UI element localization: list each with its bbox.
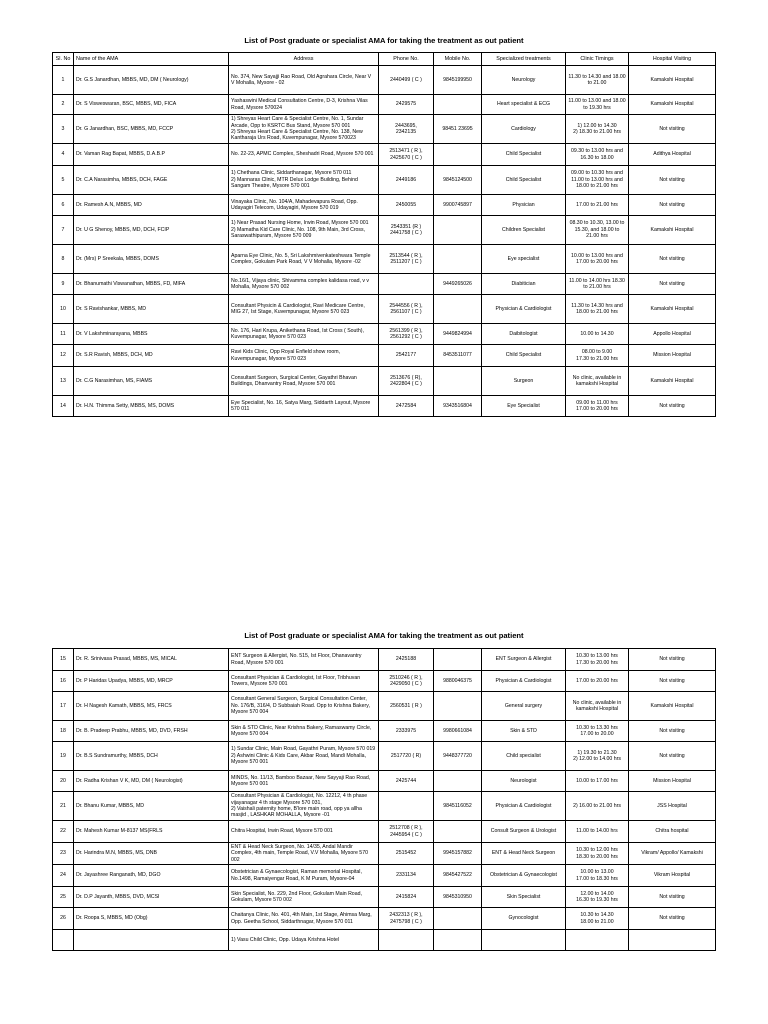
table-row — [53, 324, 716, 345]
cell-mobile — [434, 930, 482, 951]
cell-address: Consultant General Surgeon, Surgical Consultation Center, No. 176/B, 316/4, D Subbaiah Road. Opp to Krishna Bakery, Mysore 570 004 — [229, 692, 379, 721]
cell-treatment: Daibitologist — [482, 324, 566, 345]
cell-name: Dr. Jayashree Ranganath, MD, DGO — [74, 865, 229, 887]
cell-sl-no: 22 — [53, 821, 74, 843]
table-row — [53, 792, 716, 821]
cell-name: Dr. Roopa S, MBBS, MD (Obg) — [74, 908, 229, 930]
cell-sl-no: 10 — [53, 295, 74, 324]
table-row — [53, 721, 716, 742]
cell-name: Dr. P Haridas Upadya, MBBS, MD, MRCP — [74, 671, 229, 692]
table-row — [53, 66, 716, 95]
cell-hospital: Appollo Hospital — [629, 324, 716, 345]
cell-address: 1) Vasu Child Clinic, Opp. Udaya Krishna Hotel — [229, 930, 379, 951]
cell-name: Dr. Bhanumathi Viswanathan, MBBS, FD, MIFA — [74, 274, 229, 295]
cell-sl-no — [53, 930, 74, 951]
table-row — [53, 771, 716, 792]
table-row — [53, 115, 716, 144]
header-sl-no: Sl. No — [53, 53, 74, 66]
table-row — [53, 649, 716, 671]
cell-name: Dr. Mahesh Kumar M-8137 MS(FRLS — [74, 821, 229, 843]
cell-timings: 10.00 to 13.00 17.00 to 18.30 hrs — [566, 865, 629, 887]
cell-address: Eye Specialist, No. 16, Satya Marg, Siddarth Layout, Mysore 570 011 — [229, 396, 379, 417]
cell-timings: 09.00 to 10.30 hrs and 11.00 to 13.00 hrs and 18.00 to 21.00 hrs — [566, 166, 629, 195]
cell-name: Dr. H.N. Thimma Setty, MBBS, MS, DOMS — [74, 396, 229, 417]
cell-timings: 09.30 to 13.00 hrs and 16.30 to 18.00 — [566, 144, 629, 166]
cell-sl-no: 6 — [53, 195, 74, 216]
cell-address: Skin & STD Clinic, Near Krishna Bakery, Ramaswamy Circle, Mysore 570 004 — [229, 721, 379, 742]
cell-timings: 10.30 to 14.30 18.00 to 21.00 — [566, 908, 629, 930]
cell-name: Dr. G Janardhan, BSC, MBBS, MD, FCCP — [74, 115, 229, 144]
cell-phone: 2543351 (R ) 2441758 ( C ) — [379, 216, 434, 245]
cell-mobile: 9880046375 — [434, 671, 482, 692]
cell-name: Dr. S.R Ravish, MBBS, DCH, MD — [74, 345, 229, 367]
cell-name: Dr. B.S Sundramurthy, MBBS, DCH — [74, 742, 229, 771]
cell-address: No. 374, New Sayajji Rao Road, Old Agrahara Circle, Near V V Mohalla, Mysore - 02 — [229, 66, 379, 95]
cell-hospital: JSS Hospital — [629, 792, 716, 821]
cell-address: 1) Shreyas Heart Care & Specialist Centre, No. 1, Sundar Arcade, Opp to KSRTC Bus Stand, Mysore 570 001 2) Shreyas Heart Care & Specialist Centre, No. 138, New Kantharaja Urs Road, Kuvempunagar, Mysore 570023 — [229, 115, 379, 144]
cell-sl-no: 25 — [53, 887, 74, 908]
cell-address: 1) Sundar Clinic, Main Road, Gayathri Puram, Mysore 570 019 2) Ashwini Clinic & Kids Care, Akbar Road, Mandi Mohalla, Mysore 570 001 — [229, 742, 379, 771]
cell-treatment: Gynocologist — [482, 908, 566, 930]
cell-phone: 2440499 ( C ) — [379, 66, 434, 95]
cell-hospital: Kamakshi Hospital — [629, 66, 716, 95]
cell-hospital — [629, 930, 716, 951]
cell-name: Dr. U G Shenoy, MBBS, MD, DCH, FCIP — [74, 216, 229, 245]
cell-mobile — [434, 216, 482, 245]
cell-name: Dr. Vaman Rag Bapat, MBBS, D.A.B.P — [74, 144, 229, 166]
cell-treatment: Consult Surgeon & Urologist — [482, 821, 566, 843]
cell-hospital: Not visiting — [629, 649, 716, 671]
cell-phone: 2512708 ( R ), 2445954 ( C ) — [379, 821, 434, 843]
cell-mobile: 9343516804 — [434, 396, 482, 417]
cell-sl-no: 20 — [53, 771, 74, 792]
ama-table-page1 — [52, 52, 716, 417]
table-row — [53, 295, 716, 324]
cell-treatment: Neurology — [482, 66, 566, 95]
cell-address: Yashaswini Medical Consultation Centre, D-3, Krishna Vilas Road, Mysore 570024 — [229, 95, 379, 115]
cell-phone: 2513471 ( R ), 2425670 ( C ) — [379, 144, 434, 166]
cell-mobile: 9980661084 — [434, 721, 482, 742]
table-row — [53, 245, 716, 274]
cell-name: Dr. B. Pradeep Prabhu, MBBS, MD, DVD, FRSH — [74, 721, 229, 742]
cell-address: No. 22-23, APMC Complex, Sheshadri Road, Mysore 570 001 — [229, 144, 379, 166]
cell-mobile — [434, 821, 482, 843]
cell-phone: 2415824 — [379, 887, 434, 908]
cell-hospital: Kamakshi Hospital — [629, 95, 716, 115]
cell-timings — [566, 930, 629, 951]
table-body-page1 — [53, 66, 716, 417]
cell-treatment: Child Specialist — [482, 345, 566, 367]
cell-hospital: Not visiting — [629, 742, 716, 771]
cell-treatment: Neurologist — [482, 771, 566, 792]
cell-hospital: Adithya Hospital — [629, 144, 716, 166]
table-row — [53, 742, 716, 771]
cell-name: Dr. G.S Janardhan, MBBS, MD, DM ( Neurology) — [74, 66, 229, 95]
cell-mobile: 9845199950 — [434, 66, 482, 95]
cell-sl-no: 8 — [53, 245, 74, 274]
cell-sl-no: 9 — [53, 274, 74, 295]
cell-hospital: Vikram/ Appollo/ Kamakshi — [629, 843, 716, 865]
cell-timings: 11.00 to 14.00 hrs — [566, 821, 629, 843]
cell-treatment: General surgery — [482, 692, 566, 721]
table-row — [53, 908, 716, 930]
cell-mobile: 9845116052 — [434, 792, 482, 821]
table-row — [53, 396, 716, 417]
cell-treatment: Physician & Cardiologist — [482, 671, 566, 692]
cell-timings: No clinic, available in kamakshi Hospital — [566, 692, 629, 721]
cell-treatment: Surgeon — [482, 367, 566, 396]
cell-sl-no: 16 — [53, 671, 74, 692]
cell-name: Dr. C.A Narasimha, MBBS, DCH, FAGE — [74, 166, 229, 195]
cell-name: Dr. D.P Jayanth, MBBS, DVD, MCSI — [74, 887, 229, 908]
cell-mobile: 9448377720 — [434, 742, 482, 771]
cell-phone: 2331134 — [379, 865, 434, 887]
cell-mobile — [434, 367, 482, 396]
cell-mobile: 9900745897 — [434, 195, 482, 216]
cell-mobile — [434, 771, 482, 792]
cell-phone: 2513676 ( R), 2422804 ( C ) — [379, 367, 434, 396]
cell-treatment: Eye Specialist — [482, 396, 566, 417]
cell-treatment — [482, 930, 566, 951]
cell-phone: 2449186 — [379, 166, 434, 195]
cell-timings: 10.00 to 17.00 hrs — [566, 771, 629, 792]
cell-address: No.16/1, Vijaya clinic, Shivamma complex kalidasa road, v v Mohalla, Mysore 570 002 — [229, 274, 379, 295]
cell-hospital: Kamakshi Hospital — [629, 692, 716, 721]
cell-sl-no: 7 — [53, 216, 74, 245]
cell-timings: 11.30 to 14.30 and 18.00 to 21.00 — [566, 66, 629, 95]
cell-hospital: Not visiting — [629, 887, 716, 908]
page1-title: List of Post graduate or specialist AMA for taking the treatment as out patient — [244, 36, 524, 45]
cell-timings: 10.00 to 14.30 — [566, 324, 629, 345]
cell-phone: 2425188 — [379, 649, 434, 671]
cell-hospital: Not visiting — [629, 274, 716, 295]
cell-treatment: Skin Specialist — [482, 887, 566, 908]
cell-treatment: Obstetrician & Gynaecologist — [482, 865, 566, 887]
cell-mobile — [434, 95, 482, 115]
cell-mobile — [434, 295, 482, 324]
table-row — [53, 95, 716, 115]
header-treatments: Specialized treatments — [482, 53, 566, 66]
cell-timings: 09.00 to 11.00 hrs 17.00 to 20.00 hrs — [566, 396, 629, 417]
cell-mobile: 9845427522 — [434, 865, 482, 887]
cell-treatment: Physician — [482, 195, 566, 216]
cell-address: MINDS, No. 11/13, Bamboo Bazaar, New Sayyaji Rao Road, Mysore 570 001 — [229, 771, 379, 792]
table-row — [53, 930, 716, 951]
cell-address: No. 176, Hari Krupa, Anikethana Road, Ist Cross ( South), Kuvempunagar, Mysore 570 023 — [229, 324, 379, 345]
cell-timings: 2) 16.00 to 21.00 hrs — [566, 792, 629, 821]
cell-treatment: Diabitician — [482, 274, 566, 295]
cell-address: Consultant Physician & Cardiologist, Ist Floor, Tribhuvan Towers, Mysore 570 001 — [229, 671, 379, 692]
cell-address: 1) Near Prasad Nursing Home, Irwin Road, Mysore 570 001 2) Mamatha Kid Care Clinic, No. 108, 9th Main, 3rd Cross, Saraswathipuram, Mysore 570 009 — [229, 216, 379, 245]
cell-address: Consultant Physician & Cardiologist, No. 12212, 4 th phase vijayanagar 4 th stage Mysore 570 031, 2) Vaishali paternity home, B'lore main road, opp ya allha masjid , LASHKAR MOHALLA, Mysore -01 — [229, 792, 379, 821]
cell-mobile: 9945157882 — [434, 843, 482, 865]
cell-name: Dr. Bhanu Kumar, MBBS, MD — [74, 792, 229, 821]
cell-timings: 17.00 to 20.00 hrs — [566, 671, 629, 692]
cell-treatment: Heart specialist & ECG — [482, 95, 566, 115]
cell-mobile: 9845124500 — [434, 166, 482, 195]
cell-treatment: Cardiology — [482, 115, 566, 144]
cell-timings: 12.00 to 14.00 16.30 to 19.30 hrs — [566, 887, 629, 908]
cell-name: Dr. V Lakshminarayana, MBBS — [74, 324, 229, 345]
cell-treatment: Child specialist — [482, 742, 566, 771]
cell-phone — [379, 274, 434, 295]
cell-sl-no: 21 — [53, 792, 74, 821]
cell-sl-no: 11 — [53, 324, 74, 345]
cell-phone: 2510246 ( R ), 2429050 ( C ) — [379, 671, 434, 692]
table-header-row — [53, 53, 716, 66]
cell-hospital: Mission Hospital — [629, 771, 716, 792]
cell-address: ENT Surgeon & Allergist, No. 515, Ist Floor, Dhanavantry Road, Mysore 570 001 — [229, 649, 379, 671]
cell-mobile — [434, 692, 482, 721]
cell-mobile: 9845310950 — [434, 887, 482, 908]
cell-sl-no: 12 — [53, 345, 74, 367]
table-row — [53, 671, 716, 692]
cell-phone: 2450055 — [379, 195, 434, 216]
cell-address: ENT & Head Neck Surgeon, No. 14/35, Andal Mandir Complex, 4th main, Temple Road, V.V Mohalla, Mysore 570 002 — [229, 843, 379, 865]
cell-address: Chitra Hospital, Irwin Road, Mysore 570 001 — [229, 821, 379, 843]
cell-sl-no: 14 — [53, 396, 74, 417]
cell-address: Obstetrician & Gynaecologist, Raman memorial Hospital, No.1498, Ramaiyengar Road, K M Puram, Mysore-04 — [229, 865, 379, 887]
cell-treatment: Children Specialist — [482, 216, 566, 245]
cell-mobile: 9449265026 — [434, 274, 482, 295]
cell-phone: 2432313 ( R ), 2475798 ( C ) — [379, 908, 434, 930]
table-row — [53, 887, 716, 908]
cell-phone: 2443695, 2342135 — [379, 115, 434, 144]
table-row — [53, 216, 716, 245]
cell-treatment: ENT & Head Neck Surgeon — [482, 843, 566, 865]
cell-name: Dr. H Nagesh Kamath, MBBS, MS, FRCS — [74, 692, 229, 721]
cell-phone: 2542177 — [379, 345, 434, 367]
cell-hospital: Mission Hospital — [629, 345, 716, 367]
header-mobile: Mobile No. — [434, 53, 482, 66]
cell-treatment: Physician & Cardiologist — [482, 295, 566, 324]
cell-phone: 2333975 — [379, 721, 434, 742]
cell-sl-no: 3 — [53, 115, 74, 144]
cell-treatment: Child Specialist — [482, 144, 566, 166]
cell-treatment: Eye specialist — [482, 245, 566, 274]
cell-hospital: Kamakshi Hospital — [629, 216, 716, 245]
cell-sl-no: 26 — [53, 908, 74, 930]
cell-name: Dr. S Visweswaran, BSC, MBBS, MD, FICA — [74, 95, 229, 115]
cell-timings: 11.00 to 14.00 hrs 18.30 to 21.00 hrs — [566, 274, 629, 295]
cell-mobile — [434, 245, 482, 274]
cell-name: Dr. Radha Krishan V K, MD, DM ( Neurologist) — [74, 771, 229, 792]
cell-timings: 10.00 to 13.00 hrs and 17.00 to 20.00 hrs — [566, 245, 629, 274]
cell-timings: 08.00 to 9.00 17.30 to 21.00 hrs — [566, 345, 629, 367]
cell-phone: 2560531 ( R ) — [379, 692, 434, 721]
page2-title: List of Post graduate or specialist AMA for taking the treatment as out patient — [244, 631, 524, 640]
header-timings: Clinic Timings — [566, 53, 629, 66]
cell-hospital: Kamakshi Hospital — [629, 295, 716, 324]
cell-sl-no: 19 — [53, 742, 74, 771]
cell-name: Dr. Ramesh A.N, MBBS, MD — [74, 195, 229, 216]
cell-timings: 1) 19.30 to 21.30 2) 12.00 to 14.00 hrs — [566, 742, 629, 771]
cell-timings: No clinic, available in kamakshi Hospital — [566, 367, 629, 396]
cell-mobile: 8453511077 — [434, 345, 482, 367]
cell-sl-no: 5 — [53, 166, 74, 195]
cell-timings: 10.30 to 13.00 hrs 17.30 to 20.00 hrs — [566, 649, 629, 671]
cell-hospital: Not visiting — [629, 115, 716, 144]
cell-address: Consultant Physicin & Cardiologist, Ravi Medicare Centre, MIG 27, Ist Stage, Kuvempunagar, Mysore 570 023 — [229, 295, 379, 324]
table-row — [53, 144, 716, 166]
cell-address: Consultant Surgeon, Surgical Center, Gayathri Bhavan Buildings, Dhanvantry Road, Mysore 570 001 — [229, 367, 379, 396]
cell-address: Vinayaka Clinic, No. 104/A, Mahadevapura Road, Opp. Udayagiri Telecom, Udayagiri, Mysore 570 019 — [229, 195, 379, 216]
cell-timings: 11.30 to 14.30 hrs and 18.00 to 21.00 hrs — [566, 295, 629, 324]
cell-mobile: 98451 23695 — [434, 115, 482, 144]
cell-mobile: 9449824994 — [434, 324, 482, 345]
cell-hospital: Not visiting — [629, 195, 716, 216]
cell-hospital: Vikram Hospital — [629, 865, 716, 887]
cell-timings: 1) 12.00 to 14.30 2) 18.30 to 21.00 hrs — [566, 115, 629, 144]
cell-address: Skin Specialist, No. 229, 2nd Floor, Gokulam Main Road, Gokulam, Mysore 570 002 — [229, 887, 379, 908]
cell-treatment: ENT Surgeon & Allergist — [482, 649, 566, 671]
cell-address: Ravi Kids Clinic, Opp Royal Enfield show room, Kuvempunagar, Mysore 570 023 — [229, 345, 379, 367]
header-hospital: Hospital Visiting — [629, 53, 716, 66]
table-row — [53, 843, 716, 865]
header-name: Name of the AMA — [74, 53, 229, 66]
cell-sl-no: 1 — [53, 66, 74, 95]
cell-phone: 2544556 ( R ), 2561107 ( C ) — [379, 295, 434, 324]
cell-hospital: Not visiting — [629, 908, 716, 930]
cell-sl-no: 23 — [53, 843, 74, 865]
cell-name: Dr. C.G Narasimhan, MS, FIAMS — [74, 367, 229, 396]
table-body-page2 — [53, 649, 716, 951]
table-row — [53, 821, 716, 843]
cell-treatment: Child Specialist — [482, 166, 566, 195]
cell-sl-no: 4 — [53, 144, 74, 166]
cell-sl-no: 24 — [53, 865, 74, 887]
cell-mobile — [434, 649, 482, 671]
cell-phone: 2515452 — [379, 843, 434, 865]
cell-phone: 2561399 ( R ), 2561292 ( C ) — [379, 324, 434, 345]
cell-sl-no: 15 — [53, 649, 74, 671]
table-row — [53, 274, 716, 295]
cell-hospital: Not visiting — [629, 396, 716, 417]
cell-timings: 17.00 to 21.00 hrs — [566, 195, 629, 216]
cell-phone: 2517720 ( R) — [379, 742, 434, 771]
cell-timings: 10.30 to 13.30 hrs 17.00 to 20.00 — [566, 721, 629, 742]
table-row — [53, 367, 716, 396]
cell-name — [74, 930, 229, 951]
cell-hospital: Kamakshi Hospital — [629, 367, 716, 396]
cell-phone — [379, 792, 434, 821]
table-row — [53, 692, 716, 721]
cell-address: Chaitanya Clinic, No. 401, 4th Main, 1st Stage, Ahimsa Marg, Opp. Geetha School, Siddarthnagar, Mysore 570 011 — [229, 908, 379, 930]
cell-timings: 10.30 to 12.00 hrs 18.30 to 20.00 hrs — [566, 843, 629, 865]
cell-sl-no: 2 — [53, 95, 74, 115]
cell-hospital: Not visiting — [629, 721, 716, 742]
cell-hospital: Chitra hospital — [629, 821, 716, 843]
cell-phone: 2472584 — [379, 396, 434, 417]
table-row — [53, 195, 716, 216]
cell-timings: 08.30 to 10.30, 13.00 to 15.30, and 18.00 to 21.00 hrs — [566, 216, 629, 245]
cell-hospital: Not visiting — [629, 245, 716, 274]
header-phone: Phone No. — [379, 53, 434, 66]
cell-sl-no: 17 — [53, 692, 74, 721]
cell-mobile — [434, 908, 482, 930]
table-row — [53, 345, 716, 367]
cell-hospital: Not visiting — [629, 166, 716, 195]
cell-address: 1) Chethana Clinic, Siddarthanagar, Mysore 570 011 2) Mannaras Clinic, MTR Delux Lodge Building, Behind Sangam Theatre, Mysore 570 001 — [229, 166, 379, 195]
table-row — [53, 865, 716, 887]
cell-name: Dr. R. Srinivasa Prasad, MBBS, MS, MICAL — [74, 649, 229, 671]
cell-sl-no: 18 — [53, 721, 74, 742]
cell-name: Dr. Harindra M.N, MBBS, MS, DNB — [74, 843, 229, 865]
cell-address: Aparna Eye Clinic, No. 5, Sri Lakshmivenkateshwara Temple Complex, Gokulam Park Road, V V Mohalla, Mysore -02 — [229, 245, 379, 274]
cell-hospital: Not visiting — [629, 671, 716, 692]
cell-treatment: Skin & STD — [482, 721, 566, 742]
cell-phone: 2429575 — [379, 95, 434, 115]
table-row — [53, 166, 716, 195]
cell-treatment: Physician & Cardiologist — [482, 792, 566, 821]
cell-timings: 11.00 to 13.00 and 18.00 to 19.30 hrs — [566, 95, 629, 115]
cell-phone — [379, 930, 434, 951]
header-address: Address — [229, 53, 379, 66]
cell-phone: 2513544 ( R ), 2511207 ( C ) — [379, 245, 434, 274]
cell-phone: 2425744 — [379, 771, 434, 792]
cell-name: Dr. (Mrs) P Sreekala, MBBS, DOMS — [74, 245, 229, 274]
cell-name: Dr. S Ravishankar, MBBS, MD — [74, 295, 229, 324]
cell-sl-no: 13 — [53, 367, 74, 396]
cell-mobile — [434, 144, 482, 166]
ama-table-page2 — [52, 648, 716, 951]
